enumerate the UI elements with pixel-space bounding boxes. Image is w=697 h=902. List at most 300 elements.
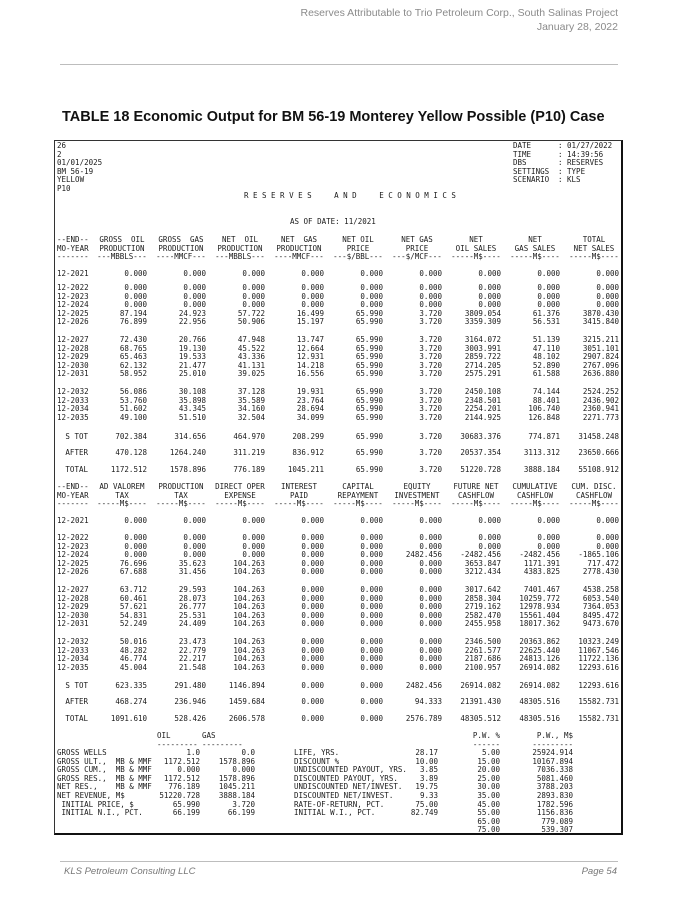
cell-value: 49.100 <box>119 412 147 422</box>
summary-pw-value: 2893.830 <box>536 791 573 800</box>
summary-pw-value: 1782.596 <box>536 799 573 809</box>
cell-value: 0.000 <box>301 662 324 672</box>
summary-label: GROSS ULT., MB & MMF <box>57 756 152 766</box>
cell-value: 104.263 <box>233 645 265 655</box>
row-label: 12-2032 <box>57 637 89 646</box>
cell-value: 65.990 <box>355 432 383 441</box>
cell-value: 51220.728 <box>460 465 501 474</box>
cell-value: 57.722 <box>237 308 265 318</box>
cell-value: 65.990 <box>355 387 383 396</box>
row-label: 12-2033 <box>57 395 89 405</box>
cell-value: 6053.540 <box>582 593 619 603</box>
cell-value: 0.000 <box>419 541 442 551</box>
cell-value: 4538.258 <box>582 585 619 594</box>
cell-value: 0.000 <box>124 550 147 560</box>
cell-value: 24.409 <box>178 619 206 629</box>
summary-pw-value: 539.307 <box>541 825 573 835</box>
cell-value: 87.194 <box>119 308 147 318</box>
column-header-text: DIRECT OPER <box>215 482 265 491</box>
cell-value: 0.000 <box>242 516 265 525</box>
cell-value: 23.764 <box>296 395 324 405</box>
row-label: 12-2023 <box>57 291 89 301</box>
cell-value: 41.131 <box>237 360 265 370</box>
summary-label: NET RES., MB & MMF <box>57 782 152 792</box>
cell-value: 2859.722 <box>464 352 501 362</box>
cell-value: 0.000 <box>419 300 442 310</box>
summary-column-header: --------- <box>157 739 198 749</box>
cell-value: 0.000 <box>419 291 442 301</box>
cell-value: 0.000 <box>419 637 442 646</box>
cell-value: 0.000 <box>301 283 324 292</box>
cell-value: 22625.440 <box>519 645 560 655</box>
column-header: MO-YEAR <box>57 243 89 253</box>
column-header-text: -----M$---- <box>510 252 560 262</box>
cell-value: -2482.456 <box>519 550 560 560</box>
cell-value: 0.000 <box>360 558 383 568</box>
cell-value: 0.000 <box>419 619 442 629</box>
total-row <box>57 682 619 691</box>
cell-value: 2858.304 <box>464 593 501 603</box>
cell-value: 0.000 <box>301 300 324 310</box>
cell-value: 2436.902 <box>582 395 619 405</box>
cell-value: 0.000 <box>301 291 324 301</box>
cell-value: 65.990 <box>355 308 383 318</box>
table-row <box>57 370 619 379</box>
cell-value: 2636.880 <box>582 369 619 379</box>
cell-value: 2271.773 <box>582 412 619 422</box>
cell-value: 106.740 <box>528 404 560 414</box>
cell-value: 8495.472 <box>582 610 619 620</box>
cell-value: 25.010 <box>178 369 206 379</box>
cell-value: 26914.082 <box>519 681 560 690</box>
row-label: TOTAL <box>65 465 88 474</box>
cell-value: 126.848 <box>528 412 560 422</box>
cell-value: 0.000 <box>301 541 324 551</box>
column-header-text: INTEREST <box>280 482 318 491</box>
cell-value: 22.217 <box>178 654 206 664</box>
cell-value: 46.774 <box>119 654 147 664</box>
cell-value: 528.426 <box>174 714 206 723</box>
row-label: 12-2035 <box>57 662 89 672</box>
cell-value: 23.473 <box>178 637 206 646</box>
cell-value: 39.025 <box>237 369 265 379</box>
summary-mvalue: 3.89 <box>419 773 438 783</box>
column-header <box>88 500 147 509</box>
info-line: BM 56-19 <box>57 166 94 176</box>
cell-value: 470.128 <box>115 448 147 457</box>
row-label: 12-2028 <box>57 343 89 353</box>
cell-value: 0.000 <box>419 654 442 664</box>
cell-value: 13.747 <box>296 335 324 344</box>
summary-mvalue: 75.00 <box>415 799 438 809</box>
row-label: 12-2028 <box>57 593 89 603</box>
summary-pw-pct: 15.00 <box>477 756 500 766</box>
cell-value: 12.664 <box>296 343 324 353</box>
report-info-right <box>513 142 612 185</box>
column-header-text: -----M$---- <box>274 499 324 509</box>
row-label: S TOT <box>65 681 88 690</box>
column-header <box>383 500 442 509</box>
info-line: 2 <box>57 149 62 159</box>
summary-label: GROSS CUM., MB & MMF <box>57 765 152 775</box>
row-label: 12-2029 <box>57 352 89 362</box>
cell-value: 0.000 <box>183 269 206 278</box>
cell-value: 0.000 <box>242 283 265 292</box>
cell-value: 0.000 <box>183 291 206 301</box>
summary-mlabel: UNDISCOUNTED PAYOUT, YRS. <box>294 765 407 775</box>
row-label: 12-2022 <box>57 533 89 542</box>
row-label: 12-2032 <box>57 387 89 396</box>
footer-divider <box>60 861 618 862</box>
info-label: TIME <box>513 149 532 159</box>
cell-value: 34.099 <box>296 412 324 422</box>
summary-oil: 0.000 <box>177 765 200 775</box>
column-header-text: PRODUCTION <box>158 243 204 253</box>
cell-value: 12293.616 <box>578 662 619 672</box>
row-label: 12-2024 <box>57 300 89 310</box>
total-row <box>57 715 619 724</box>
cell-value: 30.108 <box>178 387 206 396</box>
column-header-text: CAPITAL <box>342 482 374 491</box>
cell-value: 0.000 <box>360 593 383 603</box>
cell-value: 3003.991 <box>464 343 501 353</box>
summary-oil: 1172.512 <box>163 756 200 766</box>
column-header-text: PRICE <box>405 243 429 253</box>
cell-value: 65.990 <box>355 352 383 362</box>
cell-value: 0.000 <box>537 516 560 525</box>
cell-value: 0.000 <box>301 610 324 620</box>
cell-value: 0.000 <box>301 714 324 723</box>
cell-value: 15582.731 <box>578 697 619 706</box>
cell-value: 88.401 <box>532 395 560 405</box>
column-header-text: NET OIL <box>221 235 259 244</box>
column-header-text: CASHFLOW <box>457 490 495 500</box>
row-label: 12-2025 <box>57 308 89 318</box>
cell-value: 2187.686 <box>464 654 501 664</box>
row-label: 12-2025 <box>57 558 89 568</box>
cell-value: 51.602 <box>119 404 147 414</box>
cell-value: 0.000 <box>419 269 442 278</box>
cell-value: 37.128 <box>237 387 265 396</box>
cell-value: 16.499 <box>296 308 324 318</box>
cell-value: 0.000 <box>537 291 560 301</box>
cell-value: 104.263 <box>233 593 265 603</box>
cell-value: 22.956 <box>178 317 206 327</box>
summary-mvalue: 9.33 <box>419 791 438 800</box>
column-header-text: ---MBBLS--- <box>215 252 265 262</box>
cell-value: 2719.162 <box>464 602 501 612</box>
column-header: MO-YEAR <box>57 490 89 500</box>
cell-value: 7401.467 <box>523 585 560 594</box>
cell-value: 104.263 <box>233 610 265 620</box>
summary-label: INITIAL N.I., PCT. <box>57 808 143 818</box>
cell-value: 7364.053 <box>582 602 619 612</box>
cell-value: 0.000 <box>301 269 324 278</box>
cell-value: 464.970 <box>233 432 265 441</box>
cell-value: 76.899 <box>119 317 147 327</box>
cell-value: 0.000 <box>360 585 383 594</box>
cell-value: 0.000 <box>360 645 383 655</box>
cell-value: 10323.249 <box>578 637 619 646</box>
cell-value: 774.871 <box>528 432 560 441</box>
summary-pw-value: 10167.894 <box>532 756 573 766</box>
summary-oil: 1.0 <box>186 748 200 757</box>
cell-value: 0.000 <box>360 654 383 664</box>
cell-value: 2144.925 <box>464 412 501 422</box>
cell-value: 0.000 <box>419 602 442 612</box>
info-line: YELLOW <box>57 175 85 185</box>
column-header-text: -----M$---- <box>569 252 619 262</box>
cell-value: 19.931 <box>296 387 324 396</box>
cell-value: 67.688 <box>119 567 147 577</box>
cell-value: 48305.516 <box>519 697 560 706</box>
cell-value: 0.000 <box>537 283 560 292</box>
cell-value: 15561.404 <box>519 610 560 620</box>
cell-value: 104.263 <box>233 602 265 612</box>
cell-value: 26914.082 <box>460 681 501 690</box>
cell-value: 65.463 <box>119 352 147 362</box>
cell-value: 311.219 <box>233 448 265 457</box>
summary-gas: 1578.896 <box>218 773 255 783</box>
cell-value: 3051.101 <box>582 343 619 353</box>
summary-oil: 65.990 <box>172 799 200 809</box>
column-header <box>324 500 383 509</box>
cell-value: 0.000 <box>183 533 206 542</box>
row-label: TOTAL <box>65 714 88 723</box>
row-label: 12-2033 <box>57 645 89 655</box>
cell-value: 12.931 <box>296 352 324 362</box>
cell-value: 0.000 <box>596 533 619 542</box>
table-header-row <box>57 253 619 262</box>
summary-pw-pct: 55.00 <box>477 808 500 818</box>
cell-value: 31.456 <box>178 567 206 577</box>
column-header <box>560 500 619 509</box>
cell-value: 0.000 <box>419 593 442 603</box>
column-header <box>265 500 324 509</box>
column-header: ------- <box>57 252 89 262</box>
cell-value: 0.000 <box>419 516 442 525</box>
cell-value: 0.000 <box>301 558 324 568</box>
cell-value: 65.990 <box>355 448 383 457</box>
cell-value: 28.694 <box>296 404 324 414</box>
summary-column-header: OIL <box>157 731 171 740</box>
cell-value: 52.249 <box>119 619 147 629</box>
info-label: DATE <box>513 141 532 150</box>
summary-mlabel: DISCOUNT % <box>294 756 340 766</box>
cell-value: 836.912 <box>292 448 324 457</box>
cell-value: 0.000 <box>596 516 619 525</box>
cell-value: 2360.941 <box>582 404 619 414</box>
footer-company: KLS Petroleum Consulting LLC <box>64 866 196 877</box>
cell-value: 0.000 <box>360 283 383 292</box>
info-value: : RESERVES <box>558 158 604 168</box>
report-banner: RESERVES AND ECONOMICS <box>244 191 461 200</box>
summary-column-header: GAS <box>202 731 216 740</box>
info-line: P10 <box>57 183 71 193</box>
summary-oil: 776.189 <box>168 782 200 792</box>
summary-mlabel: LIFE, YRS. <box>294 748 340 757</box>
cell-value: 3.720 <box>419 395 442 405</box>
column-header-text: -----M$---- <box>451 499 501 509</box>
cell-value: 15582.731 <box>578 714 619 723</box>
summary-pw-value: 7036.338 <box>536 765 573 775</box>
cell-value: 24813.126 <box>519 654 560 664</box>
cell-value: 0.000 <box>124 541 147 551</box>
row-label: 12-2026 <box>57 317 89 327</box>
cell-value: 20.766 <box>178 335 206 344</box>
summary-gas: 1578.896 <box>218 756 255 766</box>
cell-value: 0.000 <box>301 681 324 690</box>
row-label: 12-2035 <box>57 412 89 422</box>
row-label: 12-2027 <box>57 585 89 594</box>
cell-value: 0.000 <box>360 269 383 278</box>
cell-value: 3.720 <box>419 360 442 370</box>
report-info-left <box>57 142 102 194</box>
cell-value: 0.000 <box>478 516 501 525</box>
cell-value: 0.000 <box>301 654 324 664</box>
cell-value: 0.000 <box>124 516 147 525</box>
cell-value: 3.720 <box>419 317 442 327</box>
cell-value: 51.139 <box>532 335 560 344</box>
cell-value: 0.000 <box>242 541 265 551</box>
summary-mvalue: 28.17 <box>415 748 438 757</box>
cell-value: 56.531 <box>532 317 560 327</box>
row-label: 12-2024 <box>57 550 89 560</box>
column-header: ------- <box>57 499 89 509</box>
column-header-text: EQUITY <box>403 482 431 491</box>
summary-pw-pct: 45.00 <box>477 799 500 809</box>
cell-value: 20363.862 <box>519 637 560 646</box>
cell-value: 1171.391 <box>523 558 560 568</box>
cell-value: 51.510 <box>178 412 206 422</box>
summary-column-header: ------ <box>472 739 500 749</box>
summary-pw-value: 5081.460 <box>536 773 573 783</box>
row-label: AFTER <box>65 697 88 706</box>
cell-value: 52.890 <box>532 360 560 370</box>
cell-value: 1146.894 <box>228 681 265 690</box>
cell-value: 65.990 <box>355 404 383 414</box>
cell-value: 0.000 <box>301 697 324 706</box>
cell-value: 2450.108 <box>464 387 501 396</box>
cell-value: 104.263 <box>233 619 265 629</box>
cell-value: 1578.896 <box>169 465 206 474</box>
cell-value: -1865.106 <box>578 550 619 560</box>
cell-value: 2524.252 <box>582 387 619 396</box>
column-header <box>501 253 560 262</box>
cell-value: 0.000 <box>360 533 383 542</box>
info-line: 01/01/2025 <box>57 158 103 168</box>
cell-value: 104.263 <box>233 654 265 664</box>
cell-value: 74.144 <box>532 387 560 396</box>
column-header-text: CUMULATIVE <box>512 482 558 491</box>
cell-value: 3113.312 <box>523 448 560 457</box>
column-header-text: CUM. DISC. <box>571 482 617 491</box>
summary-mvalue: 82.749 <box>410 808 438 818</box>
cell-value: 0.000 <box>596 291 619 301</box>
cell-value: 3.720 <box>419 404 442 414</box>
column-header-text: NET <box>469 235 483 244</box>
column-header <box>88 253 147 262</box>
table-row <box>57 414 619 423</box>
cell-value: 702.384 <box>115 432 147 441</box>
cell-value: 22.779 <box>178 645 206 655</box>
info-value: : 01/27/2022 <box>558 141 613 150</box>
summary-mlabel: INITIAL W.I., PCT. <box>294 808 376 818</box>
cell-value: 0.000 <box>360 550 383 560</box>
column-header-text: CASHFLOW <box>516 490 554 500</box>
column-header-text: -----M$---- <box>392 499 442 509</box>
column-header-text: REPAYMENT <box>337 490 379 500</box>
summary-gas: 66.199 <box>227 808 255 818</box>
total-row <box>57 449 619 458</box>
column-header <box>501 500 560 509</box>
info-value: : KLS <box>558 175 581 185</box>
column-header-text: NET GAS <box>280 235 318 244</box>
cell-value: 47.948 <box>237 335 265 344</box>
cell-value: 11722.136 <box>578 654 619 664</box>
cell-value: 61.588 <box>532 369 560 379</box>
cell-value: 3.720 <box>419 387 442 396</box>
column-header-text: ----MMCF--- <box>156 252 206 262</box>
column-header <box>560 253 619 262</box>
cell-value: 21391.430 <box>460 697 501 706</box>
cell-value: 3212.434 <box>464 567 501 577</box>
summary-pw-pct: 65.00 <box>477 816 500 826</box>
info-value: : TYPE <box>558 166 586 176</box>
column-header-text: GROSS GAS <box>158 235 204 244</box>
cell-value: 24.923 <box>178 308 206 318</box>
summary-gas: 0.000 <box>232 765 255 775</box>
summary-gas: 1045.211 <box>218 782 255 792</box>
column-header-text: ---$/MCF--- <box>392 252 442 262</box>
cell-value: 0.000 <box>596 300 619 310</box>
cell-value: 0.000 <box>478 283 501 292</box>
cell-value: 0.000 <box>301 602 324 612</box>
table-row <box>57 620 619 629</box>
summary-mvalue: 3.85 <box>419 765 438 775</box>
column-header: --END-- <box>57 235 89 244</box>
cell-value: 0.000 <box>537 269 560 278</box>
cell-value: 0.000 <box>478 533 501 542</box>
summary-pw-value: 3788.203 <box>536 782 573 792</box>
cell-value: 65.990 <box>355 360 383 370</box>
cell-value: 2767.096 <box>582 360 619 370</box>
column-header-text: -----M$---- <box>215 499 265 509</box>
cell-value: 0.000 <box>478 541 501 551</box>
cell-value: 236.946 <box>174 697 206 706</box>
column-header-text: -----M$---- <box>510 499 560 509</box>
row-label: 12-2026 <box>57 567 89 577</box>
row-label: 12-2021 <box>57 269 89 278</box>
cell-value: 3.720 <box>419 369 442 379</box>
cell-value: 0.000 <box>124 300 147 310</box>
column-header-text: PRODUCTION <box>99 243 145 253</box>
cell-value: 0.000 <box>360 602 383 612</box>
row-label: 12-2031 <box>57 619 89 629</box>
cell-value: 0.000 <box>360 516 383 525</box>
cell-value: 0.000 <box>301 533 324 542</box>
cell-value: 3.720 <box>419 343 442 353</box>
cell-value: 35.623 <box>178 558 206 568</box>
column-header-text: PRODUCTION <box>158 482 204 491</box>
cell-value: 11067.546 <box>578 645 619 655</box>
cell-value: 62.132 <box>119 360 147 370</box>
cell-value: 12293.616 <box>578 681 619 690</box>
column-header-text: PRICE <box>346 243 370 253</box>
cell-value: 3017.642 <box>464 585 501 594</box>
column-header-text: FUTURE NET <box>453 482 499 491</box>
cell-value: 104.263 <box>233 558 265 568</box>
